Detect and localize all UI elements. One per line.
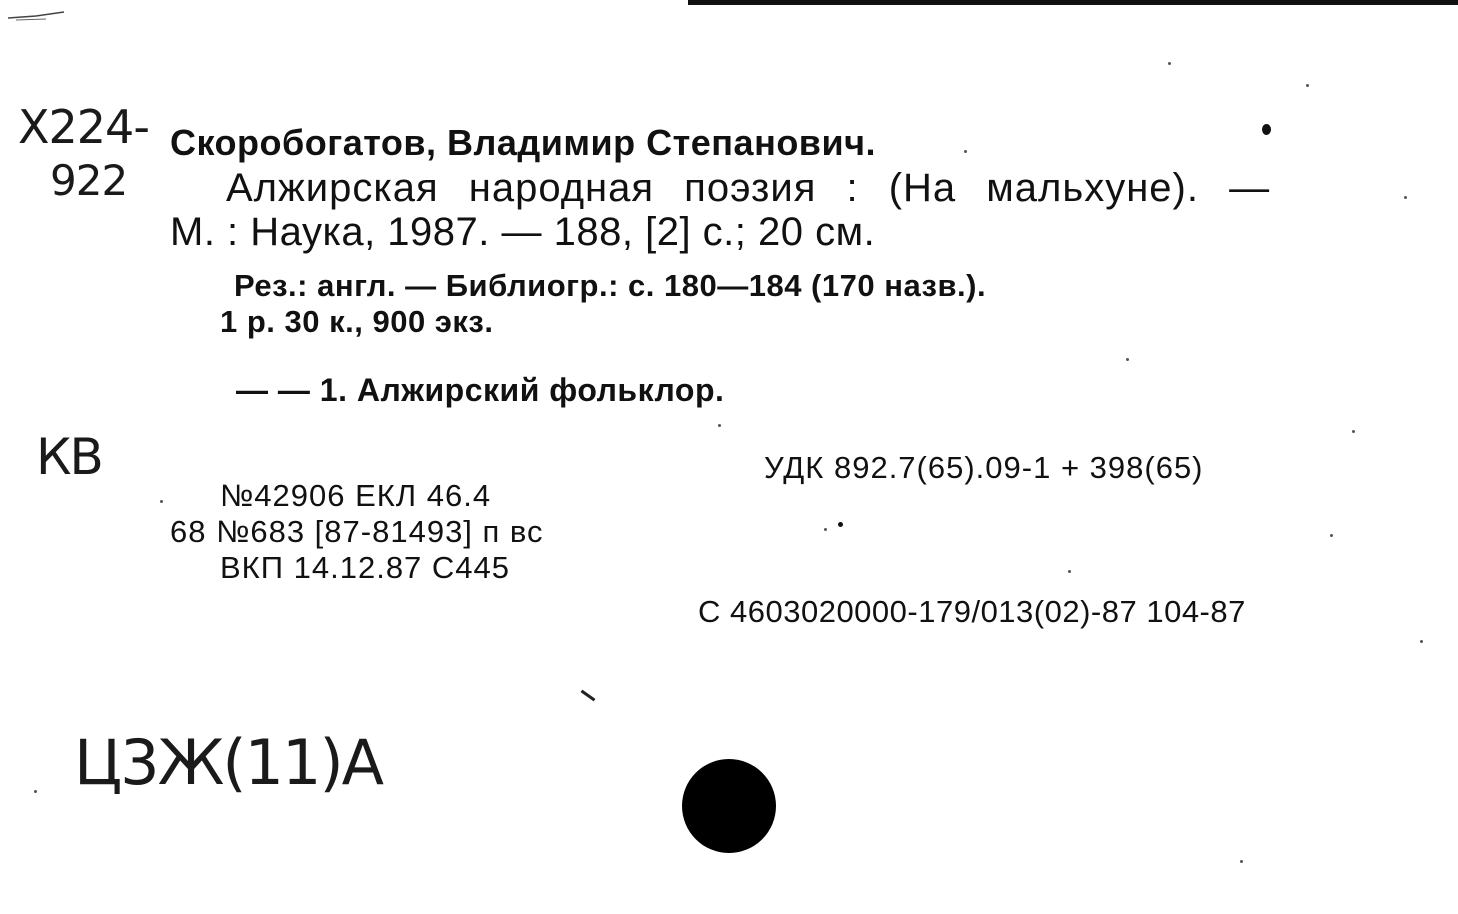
scan-speck (1306, 84, 1309, 87)
notes-statement: Рез.: англ. — Библиогр.: с. 180—184 (170 назв.). (234, 268, 987, 303)
scan-speck (1126, 358, 1129, 361)
handwritten-code-second: 922 (50, 156, 128, 205)
price-run-statement: 1 р. 30 к., 900 экз. (220, 304, 494, 339)
corner-pencil-mark (6, 8, 68, 22)
scan-speck (1168, 62, 1171, 65)
scan-speck (160, 500, 163, 503)
scan-speck (1240, 860, 1243, 863)
registration-line-3: ВКП 14.12.87 С445 (220, 550, 511, 585)
bbk-code: С 4603020000-179/013(02)-87 104-87 (698, 594, 1246, 629)
scan-speck (964, 150, 967, 153)
scan-speck (1330, 534, 1333, 537)
scan-speck (1352, 430, 1355, 433)
title-statement: Алжирская народная поэзия : (На мальхуне). — (226, 166, 1271, 210)
punch-hole (682, 759, 776, 853)
subject-heading: — — 1. Алжирский фольклор. (236, 372, 725, 408)
imprint-statement: М. : Наука, 1987. — 188, [2] с.; 20 см. (170, 210, 876, 254)
ink-stroke (581, 690, 596, 702)
scan-speck (1068, 570, 1071, 573)
ink-spot (1262, 124, 1271, 135)
registration-line-2: 68 №683 [87-81493] п вс (170, 514, 544, 549)
handwritten-code-top: Х224- (18, 100, 149, 154)
scan-speck (34, 790, 37, 793)
author-heading: Скоробогатов, Владимир Степанович. (170, 122, 876, 163)
udc-classification: УДК 892.7(65).09-1 + 398(65) (764, 450, 1204, 485)
scan-speck (1420, 640, 1423, 643)
top-edge-rule (688, 0, 1458, 5)
scan-speck (824, 528, 827, 531)
handwritten-code-side: КВ (36, 428, 102, 486)
scan-speck (1404, 196, 1407, 199)
handwritten-code-bottom: Ц3Ж(11)А (74, 726, 383, 799)
registration-line-1: №42906 ЕКЛ 46.4 (220, 478, 492, 513)
ink-spot (838, 522, 843, 527)
scan-speck (718, 424, 721, 427)
